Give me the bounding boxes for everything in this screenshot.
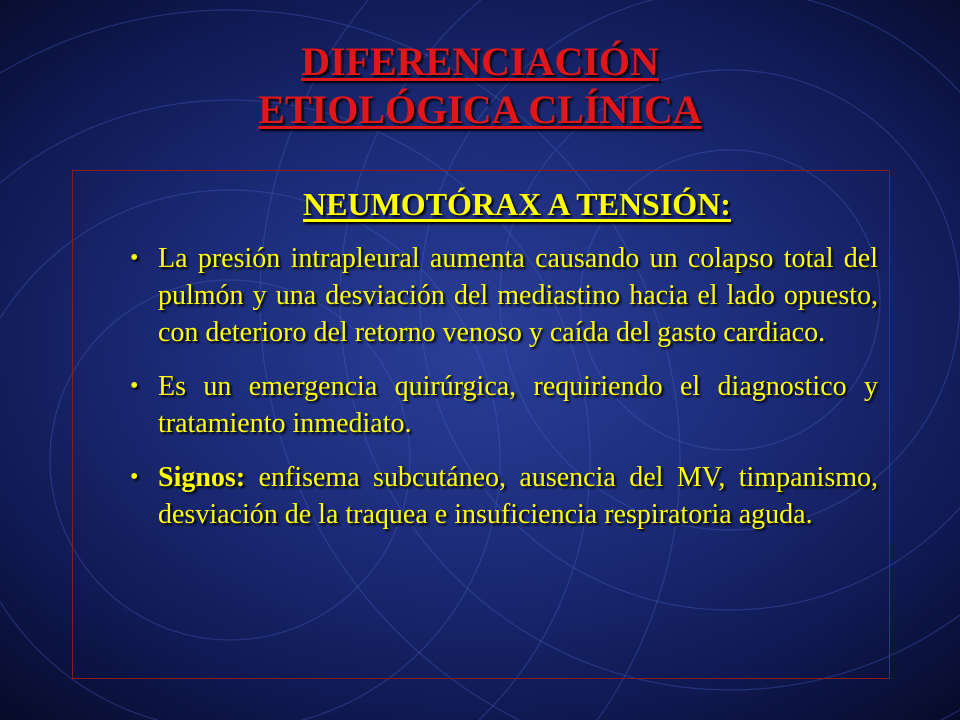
bullet-bold-label: Signos: [158, 462, 246, 493]
bullet-dot-icon: • [130, 245, 139, 271]
bullet-item [130, 368, 878, 442]
title-line-2: ETIOLÓGICA CLÍNICA [258, 87, 702, 132]
bullet-item [130, 459, 878, 533]
title-line-1: DIFERENCIACIÓN [301, 39, 659, 84]
section-subtitle: NEUMOTÓRAX A TENSIÓN: [303, 186, 731, 222]
bullet-text: Es un emergencia quirúrgica, requiriendo el diagnostico y tratamiento inmediato. [158, 371, 878, 439]
bullet-text: enfisema subcutáneo, ausencia del MV, timpanismo, desviación de la traquea e insuficiencia respiratoria aguda. [158, 462, 878, 530]
bullet-item [130, 240, 878, 351]
bullet-dot-icon: • [130, 464, 139, 490]
slide-title [0, 38, 960, 134]
bullet-text: La presión intrapleural aumenta causando un colapso total del pulmón y una desviación del mediastino hacia el lado opuesto, con deterioro del retorno venoso y caída del gasto cardiaco. [158, 243, 878, 348]
bullet-dot-icon: • [130, 373, 139, 399]
bullet-list [130, 240, 878, 550]
